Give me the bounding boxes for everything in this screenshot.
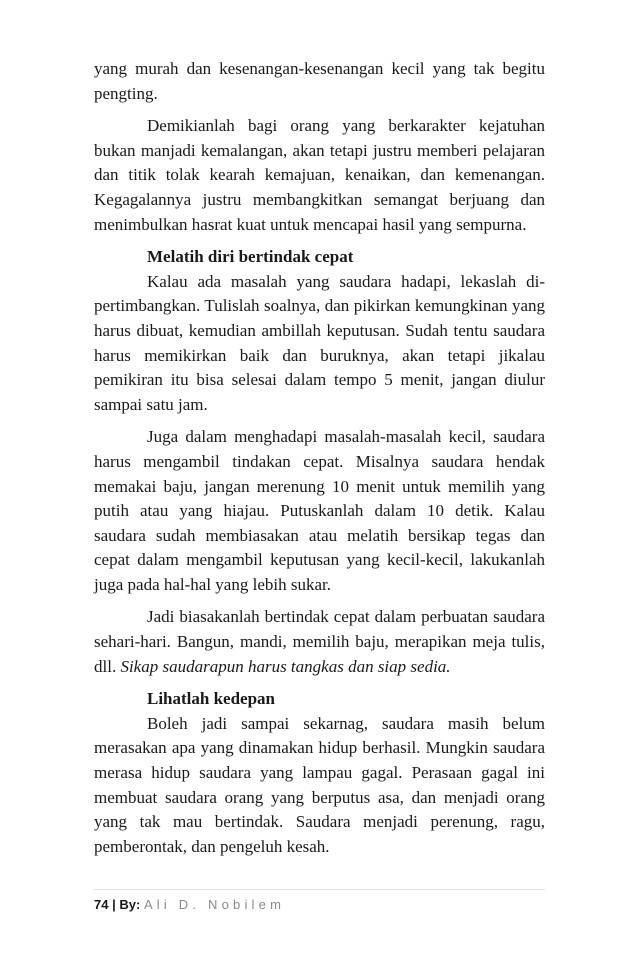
- footer-separator: |: [112, 897, 116, 912]
- paragraph-juga: Juga dalam menghadapi masalah-masalah kecil, saudara harus mengambil tindakan cepat. Misalnya saudara hendak memakai baju, jangan merenung 10 menit untuk memilih yang putih atau yang hiajau. Putuskanlah dalam 10 detik. Kalau saudara sudah membiasakan atau melatih bersikap tegas dan cepat dalam mengambil keputusan yang kecil-kecil, lakukanlah juga pada hal-hal yang lebih sukar.: [94, 427, 545, 594]
- page-body: [94, 57, 545, 859]
- paragraph-jadi: [94, 605, 545, 679]
- section-heading-melatih: Melatih diri bertindak cepat: [147, 247, 354, 267]
- section-heading-lihatlah: Lihatlah kedepan: [147, 689, 276, 709]
- paragraph-jadi-text: Jadi biasakanlah bertindak cepat dalam perbuatan saudara sehari-hari. Bangun, mandi, memilih baju, merapikan meja tulis, dll.: [94, 607, 545, 676]
- footer-author: Ali D. Nobilem: [143, 897, 286, 912]
- paragraph-boleh: Boleh jadi sampai sekarnag, saudara masih belum merasakan apa yang dinamakan hidup berhasil. Mungkin saudara merasa hidup saudara yang lampau gagal. Perasaan gagal ini membuat saudara orang yang berputus asa, dan menjadi orang yang tak mau bertindak. Saudara menjadi perenung, ragu, pemberontak, dan pengeluh kesah.: [94, 713, 545, 856]
- paragraph-jadi-italic: Sikap saudarapun harus tangkas dan siap sedia.: [120, 656, 451, 676]
- paragraph-continuation: yang murah dan kesenangan-kesenangan kecil yang tak begitu pengting.: [94, 59, 545, 103]
- page-number: 74: [94, 897, 109, 912]
- footer-by-label: By:: [119, 897, 141, 912]
- paragraph-demikianlah: Demikianlah bagi orang yang berkarakter kejatuhan bukan manjadi kemalangan, akan tetapi justru memberi pelajaran dan titik tolak kearah kemajuan, kenaikan, dan kemenangan. Kegagalannya justru membangkitkan semangat berjuang dan menimbulkan hasrat kuat untuk mencapai hasil yang sempurna.: [94, 116, 545, 234]
- footer-rule: [94, 889, 545, 890]
- page-footer: [94, 895, 545, 915]
- paragraph-kalau: Kalau ada masalah yang saudara hadapi, lekaslah di-pertimbangkan. Tulislah soalnya, dan pikirkan kemungkinan yang harus dibuat, kemudian ambillah keputusan. Sudah tentu saudara harus memikirkan baik dan buruknya, akan tetapi jikalau pemikiran itu bisa selesai dalam tempo 5 menit, jangan diulur sampai satu jam.: [94, 271, 545, 414]
